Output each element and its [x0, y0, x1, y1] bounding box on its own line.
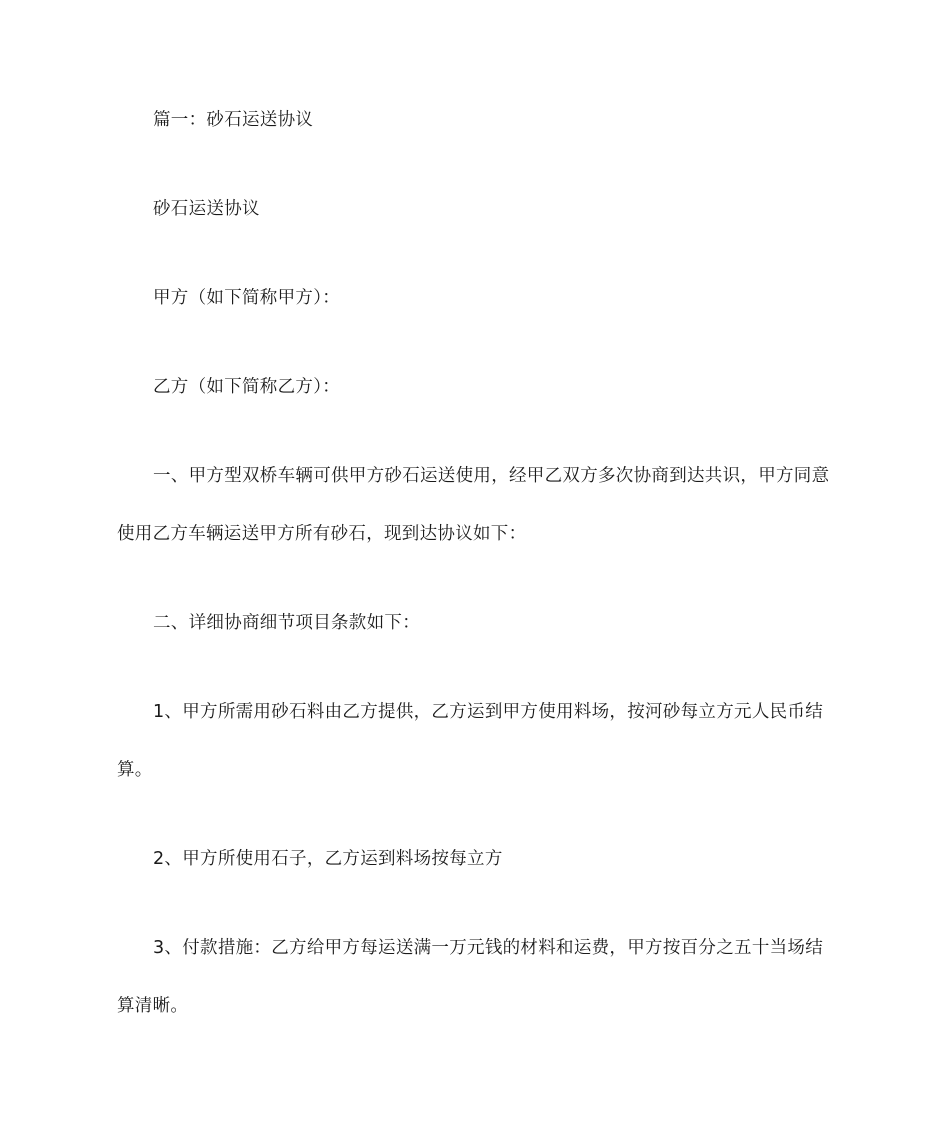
contract-title: 砂石运送协议: [153, 199, 260, 219]
item-1-paragraph: 1、甲方所需用砂石料由乙方提供，乙方运到甲方使用料场，按河砂每立方元人民币结算。: [117, 702, 824, 780]
party-a-line: 甲方（如下简称甲方）：: [153, 288, 341, 308]
clause-1-paragraph: 一、甲方型双桥车辆可供甲方砂石运送使用，经甲乙双方多次协商到达共识，甲方同意使用乙方车辆运送甲方所有砂石，现到达协议如下：: [117, 466, 830, 544]
document-body: [117, 91, 833, 1035]
item-2-paragraph: 2、甲方所使用石子，乙方运到料场按每立方: [153, 849, 503, 869]
clause-2-heading: 二、详细协商细节项目条款如下：: [153, 613, 420, 633]
party-b-line: 乙方（如下简称乙方）：: [153, 377, 341, 397]
section-heading: 篇一：砂石运送协议: [153, 110, 314, 130]
item-3-paragraph: 3、付款措施：乙方给甲方每运送满一万元钱的材料和运费，甲方按百分之五十当场结算清晰。: [117, 938, 824, 1016]
